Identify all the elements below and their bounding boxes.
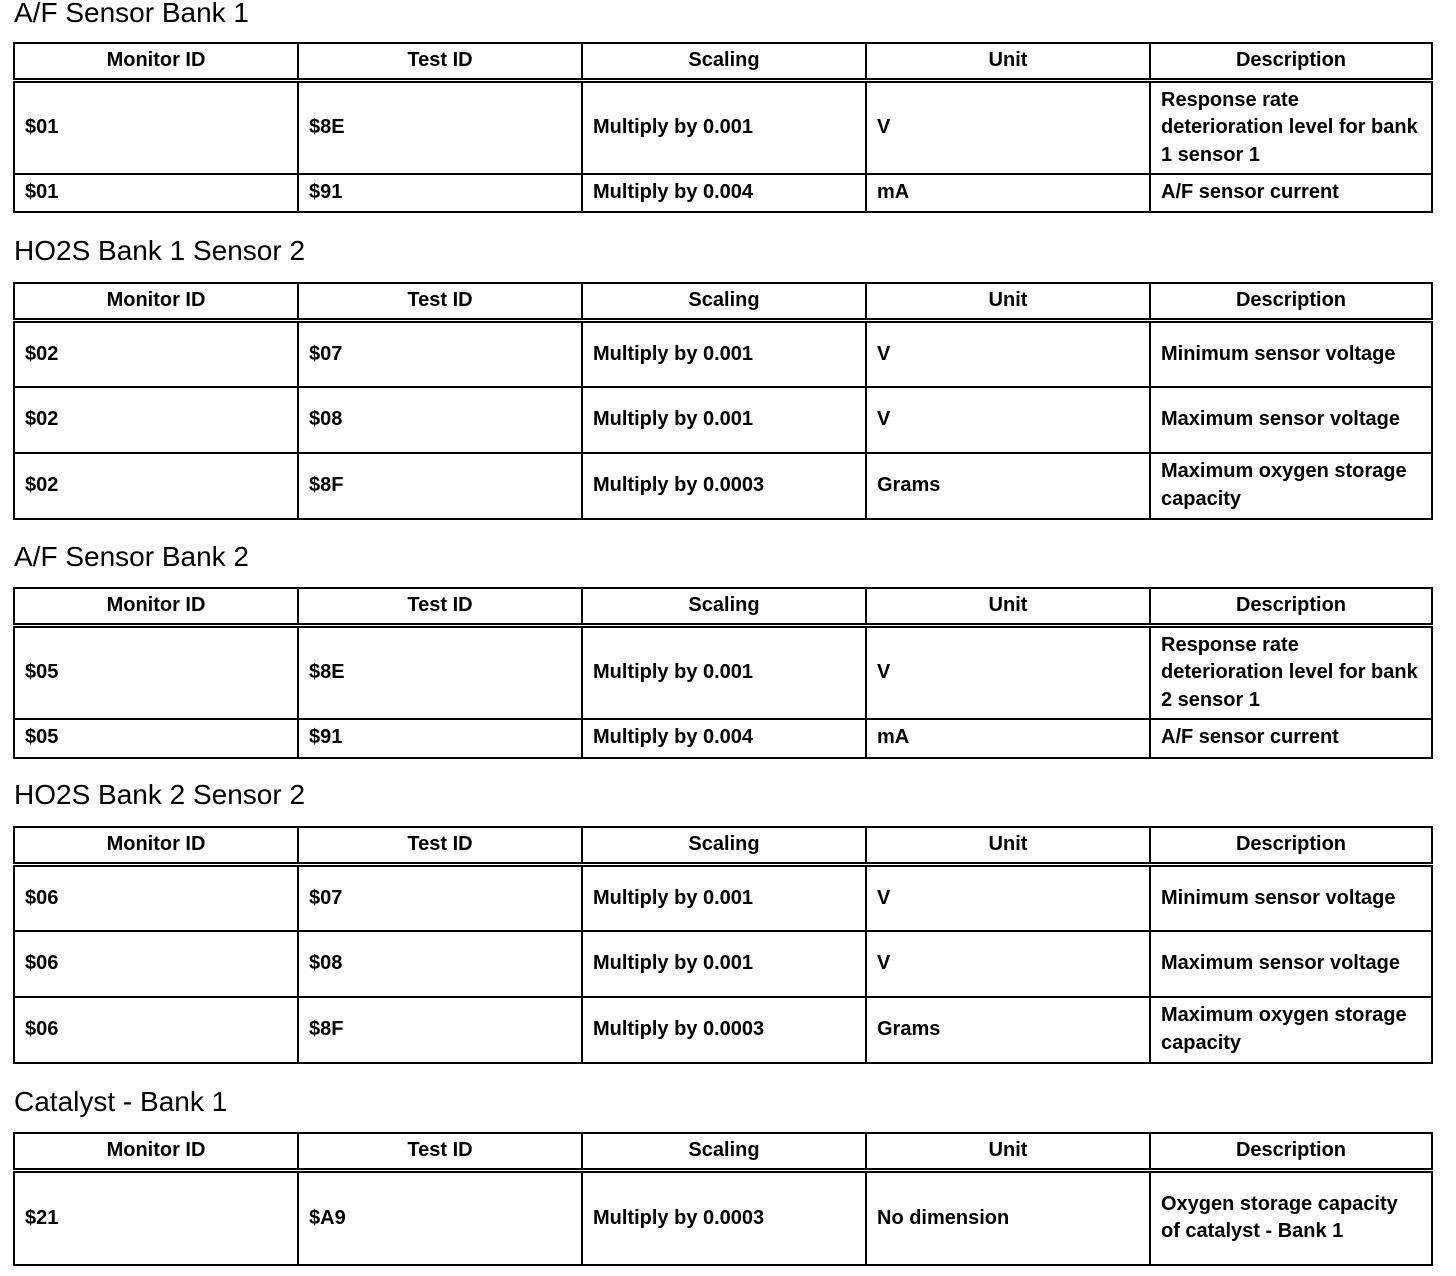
cell-description: Minimum sensor voltage bbox=[1150, 865, 1432, 931]
cell-description: A/F sensor current bbox=[1150, 719, 1432, 758]
table-header-row bbox=[14, 1133, 1432, 1171]
table-row bbox=[14, 453, 1432, 519]
cell-description: Maximum oxygen storage capacity bbox=[1150, 997, 1432, 1063]
column-header-description: Description bbox=[1150, 588, 1432, 626]
cell-scaling: Multiply by 0.0003 bbox=[582, 997, 866, 1063]
column-header-monitor-id: Monitor ID bbox=[14, 283, 298, 321]
column-header-unit: Unit bbox=[866, 588, 1150, 626]
cell-description: Minimum sensor voltage bbox=[1150, 321, 1432, 387]
table-row bbox=[14, 1171, 1432, 1265]
section-title: Catalyst - Bank 1 bbox=[14, 1086, 228, 1117]
column-header-unit: Unit bbox=[866, 283, 1150, 321]
cell-test-id: $91 bbox=[298, 719, 582, 758]
table-row bbox=[14, 174, 1432, 212]
cell-monitor-id: $01 bbox=[14, 174, 298, 212]
cell-unit: V bbox=[866, 626, 1150, 719]
cell-test-id: $A9 bbox=[298, 1171, 582, 1265]
column-header-unit: Unit bbox=[866, 827, 1150, 865]
monitor-table bbox=[13, 587, 1433, 759]
column-header-scaling: Scaling bbox=[582, 827, 866, 865]
table-row bbox=[14, 865, 1432, 931]
cell-scaling: Multiply by 0.0003 bbox=[582, 1171, 866, 1265]
table-row bbox=[14, 719, 1432, 758]
column-header-test-id: Test ID bbox=[298, 827, 582, 865]
section-title: HO2S Bank 2 Sensor 2 bbox=[14, 779, 306, 810]
cell-scaling: Multiply by 0.001 bbox=[582, 626, 866, 719]
cell-unit: mA bbox=[866, 174, 1150, 212]
cell-test-id: $08 bbox=[298, 387, 582, 453]
column-header-test-id: Test ID bbox=[298, 1133, 582, 1171]
cell-test-id: $8E bbox=[298, 626, 582, 719]
cell-monitor-id: $21 bbox=[14, 1171, 298, 1265]
cell-description: Maximum sensor voltage bbox=[1150, 931, 1432, 997]
column-header-description: Description bbox=[1150, 283, 1432, 321]
table-row bbox=[14, 997, 1432, 1063]
column-header-test-id: Test ID bbox=[298, 43, 582, 81]
cell-scaling: Multiply by 0.001 bbox=[582, 387, 866, 453]
column-header-unit: Unit bbox=[866, 1133, 1150, 1171]
cell-unit: V bbox=[866, 931, 1150, 997]
column-header-scaling: Scaling bbox=[582, 283, 866, 321]
cell-unit: mA bbox=[866, 719, 1150, 758]
monitor-table bbox=[13, 826, 1433, 1064]
cell-monitor-id: $05 bbox=[14, 626, 298, 719]
cell-scaling: Multiply by 0.004 bbox=[582, 719, 866, 758]
section-title: A/F Sensor Bank 2 bbox=[14, 541, 250, 572]
cell-unit: Grams bbox=[866, 997, 1150, 1063]
column-header-test-id: Test ID bbox=[298, 283, 582, 321]
cell-description: Maximum oxygen storage capacity bbox=[1150, 453, 1432, 519]
cell-description: Response rate deterioration level for bank 1 sensor 1 bbox=[1150, 81, 1432, 174]
cell-test-id: $91 bbox=[298, 174, 582, 212]
column-header-monitor-id: Monitor ID bbox=[14, 588, 298, 626]
cell-unit: V bbox=[866, 865, 1150, 931]
monitor-table bbox=[13, 1132, 1433, 1266]
column-header-monitor-id: Monitor ID bbox=[14, 1133, 298, 1171]
cell-monitor-id: $01 bbox=[14, 81, 298, 174]
table-header-row bbox=[14, 827, 1432, 865]
table-row bbox=[14, 81, 1432, 174]
column-header-scaling: Scaling bbox=[582, 588, 866, 626]
table-header-row bbox=[14, 43, 1432, 81]
cell-test-id: $07 bbox=[298, 865, 582, 931]
cell-monitor-id: $06 bbox=[14, 997, 298, 1063]
column-header-description: Description bbox=[1150, 43, 1432, 81]
cell-unit: Grams bbox=[866, 453, 1150, 519]
cell-test-id: $08 bbox=[298, 931, 582, 997]
cell-scaling: Multiply by 0.001 bbox=[582, 931, 866, 997]
column-header-test-id: Test ID bbox=[298, 588, 582, 626]
cell-unit: No dimension bbox=[866, 1171, 1150, 1265]
table-header-row bbox=[14, 283, 1432, 321]
table-row bbox=[14, 931, 1432, 997]
column-header-description: Description bbox=[1150, 1133, 1432, 1171]
column-header-scaling: Scaling bbox=[582, 43, 866, 81]
cell-monitor-id: $06 bbox=[14, 931, 298, 997]
cell-description: A/F sensor current bbox=[1150, 174, 1432, 212]
cell-description: Response rate deterioration level for bank 2 sensor 1 bbox=[1150, 626, 1432, 719]
monitor-table bbox=[13, 282, 1433, 520]
table-row bbox=[14, 321, 1432, 387]
table-row bbox=[14, 387, 1432, 453]
section-title: A/F Sensor Bank 1 bbox=[14, 0, 250, 28]
section-title: HO2S Bank 1 Sensor 2 bbox=[14, 235, 306, 266]
cell-description: Maximum sensor voltage bbox=[1150, 387, 1432, 453]
cell-monitor-id: $02 bbox=[14, 387, 298, 453]
table-row bbox=[14, 626, 1432, 719]
cell-scaling: Multiply by 0.001 bbox=[582, 81, 866, 174]
cell-monitor-id: $06 bbox=[14, 865, 298, 931]
monitor-table bbox=[13, 42, 1433, 213]
column-header-monitor-id: Monitor ID bbox=[14, 827, 298, 865]
cell-test-id: $8E bbox=[298, 81, 582, 174]
column-header-description: Description bbox=[1150, 827, 1432, 865]
cell-unit: V bbox=[866, 81, 1150, 174]
cell-monitor-id: $05 bbox=[14, 719, 298, 758]
cell-test-id: $07 bbox=[298, 321, 582, 387]
cell-unit: V bbox=[866, 321, 1150, 387]
cell-scaling: Multiply by 0.001 bbox=[582, 865, 866, 931]
table-header-row bbox=[14, 588, 1432, 626]
column-header-unit: Unit bbox=[866, 43, 1150, 81]
cell-test-id: $8F bbox=[298, 453, 582, 519]
column-header-monitor-id: Monitor ID bbox=[14, 43, 298, 81]
cell-unit: V bbox=[866, 387, 1150, 453]
cell-scaling: Multiply by 0.0003 bbox=[582, 453, 866, 519]
cell-description: Oxygen storage capacity of catalyst - Bank 1 bbox=[1150, 1171, 1432, 1265]
cell-monitor-id: $02 bbox=[14, 453, 298, 519]
cell-test-id: $8F bbox=[298, 997, 582, 1063]
cell-monitor-id: $02 bbox=[14, 321, 298, 387]
cell-scaling: Multiply by 0.004 bbox=[582, 174, 866, 212]
column-header-scaling: Scaling bbox=[582, 1133, 866, 1171]
cell-scaling: Multiply by 0.001 bbox=[582, 321, 866, 387]
